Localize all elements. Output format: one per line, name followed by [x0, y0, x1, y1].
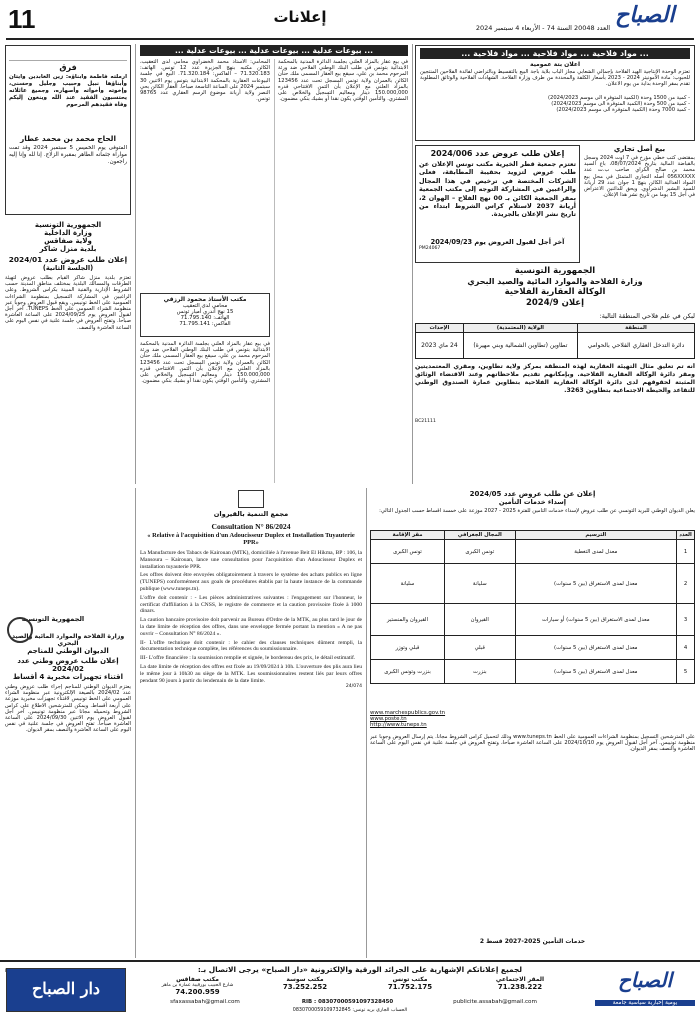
sfax-line: ولاية صفاقس	[44, 237, 92, 245]
insurance-cell: قبلي وتوزر	[371, 636, 445, 660]
insurance-cell: 4	[677, 636, 695, 660]
mines-title: إعلان طلب عروض وطني عدد 2024/02	[17, 657, 119, 673]
lawyer-note-line: الفاكس: 71.795.141	[179, 321, 231, 327]
agri-banner-subtitle: اعلان بتة عمومية	[529, 61, 581, 68]
condolence-name: الحاج محمد بن محمد عطار	[20, 134, 116, 143]
footer-office	[255, 976, 355, 991]
tender-box-text: تعتزم جمعية قطر الخيرية مكتب تونس الإعلان عن طلب عروض لتزويد بحقيبة المطابقة، فعلى الشركات المختصة في ترخيص في هذا المجال والراغبين في المشاركة التوجه إلى مكتب الجمعية بمقر الجمعية الكائن بـ 00 نهج الفلاح – الهوان 2، أريانة 2037 لاستلام كراس الشروط ابتداء من تاريخ نشر الإعلان بالجريدة.	[419, 160, 576, 219]
footer-tagline: يومية إخبارية سياسية جامعة	[595, 1000, 695, 1006]
agri-agency-code: BC21111	[415, 419, 436, 424]
left-column	[5, 45, 131, 1000]
mines-sub: اقتناء تجهيزات مخبرية 4 أقساط	[13, 673, 123, 681]
insurance-text: يعلن الديوان الوطني للبريد التونسي عن طلب عروض لإسداء خدمات التأمين للفترة 2025 - 2027 موزعة على خمسة أقساط حسب الجدول التالي:	[379, 508, 695, 514]
sfax-sub: (الجلسة الثانية)	[42, 264, 94, 272]
sfax-line: بلدية منزل شاكر	[39, 245, 97, 253]
insurance-cell: معدل لمدى التغطية	[515, 540, 676, 564]
issue-line: العدد 20048 السنة 74 - الأربعاء 4 سبتمبر 2024	[475, 24, 610, 32]
insurance-cell: معدل لمدى الاستغراق (بين 5 سنوات)	[515, 660, 676, 684]
insurance-table-header: الترسيم	[515, 531, 676, 540]
brand-name: الصباح	[615, 2, 675, 28]
agri-table-cell: دائرة التدخل العقاري الفلاحي بالحوامي	[577, 333, 694, 359]
insurance-table-header: مقر الإقامة	[371, 531, 445, 540]
tender-box-code: PM24067	[419, 246, 441, 251]
agri-banner	[415, 45, 695, 141]
footer-office-title: المقر الاجتماعي	[495, 976, 545, 983]
footer-bank-line: الحساب الجاري بريد تونس: 0830700059109732845	[292, 1008, 408, 1013]
footer-office	[360, 976, 460, 991]
insurance-title: إعلان عن طلب عروض عدد 2024/05	[469, 490, 596, 498]
insurance-link[interactable]: www.poste.tn	[370, 716, 407, 722]
footer-email[interactable]: sfaxassabah@gmail.com	[170, 999, 240, 1005]
footer-email[interactable]: publicite.assabah@gmail.com	[453, 999, 537, 1005]
judicial-sales-title: ... بيوعات عدلية ... بيوعات عدلية ... بيوعات عدلية ...	[140, 45, 408, 56]
table-row	[371, 604, 695, 636]
insurance-cell: تونس الكبرى	[371, 540, 445, 564]
tender-box-deadline: آخر أجل لقبول العروض يوم 2024/09/23	[430, 238, 565, 246]
lawyer-note-line: محامي لدى التعقيب	[182, 303, 228, 309]
condolence-notice	[5, 45, 131, 215]
sfax-title: إعلان طلب عروض عدد 2024/01	[8, 255, 128, 264]
lawyer-note	[140, 293, 270, 337]
insurance-cell: سليانة	[371, 564, 445, 604]
insurance-cell: معدل لمدى الاستغراق (بين 5 سنوات) أو سيارات	[515, 604, 676, 636]
agri-agency-lead: لبكن في علم فلاحي المنطقة التالية:	[599, 312, 695, 320]
insurance-cell: 3	[677, 604, 695, 636]
insurance-links	[370, 710, 695, 728]
footer-office	[145, 976, 250, 996]
agri-banner-item: - كمية 7000 وحدة (الكمية المتوفرة الى موسم 2024/2023)	[556, 107, 690, 113]
agri-table-cell: 24 ماي 2023	[416, 333, 464, 359]
mines-office-notice	[5, 615, 131, 1000]
footer-office-title: مكتب صفاقس	[176, 976, 219, 983]
consultation-org: مجمع التنمية بالقيروان	[213, 510, 289, 518]
agri-agency-notice	[415, 266, 695, 456]
office-logo	[7, 617, 33, 643]
tender-box	[415, 145, 580, 263]
commercial-sale	[584, 145, 695, 263]
consultation-para: III- L'offre financière : la soumission remplie et signée, le bordereau des prix, le détail estimatif.	[140, 655, 356, 662]
insurance-cell: سليانة	[445, 564, 516, 604]
col-sep-2	[412, 44, 413, 484]
agri-agency-footer: أنه تم تعليق مثال التهيئة العقارية لهذه المنطقة بمركز ولاية تطاوين، ومقري المعتمديتين ومقر دائرة الوكالة العقارية الفلاحية. وبإمكانهم تقديم ملاحظاتهم وعند الاقتضاء الوثائق المثبتة لحقوقهم لدى دائرة الوكالة العقارية الفلاحية بتطاوين عمارة الصندوق الوطني للتقاعد والحيطة الاجتماعية بتطاوين 3263.	[415, 363, 695, 394]
lawyer-note-line: 15 نهج أندري أمبار تونس	[176, 309, 234, 315]
page-footer	[0, 960, 700, 1015]
page-header	[0, 0, 700, 40]
sfax-line: وزارة الداخلية	[44, 229, 92, 237]
consultation-emblem	[238, 490, 264, 508]
consult-sep	[366, 488, 367, 958]
agri-agency-ministry-1: الجمهورية التونسية	[514, 266, 596, 276]
insurance-cell: بنزرت	[445, 660, 516, 684]
header-rule	[6, 38, 694, 40]
lawyer-note-title: مكتب الأستاذ محمود الرزقي	[163, 296, 247, 303]
condolence-text: أرملته فاطمة وأبناؤه: زين العابدين وأيتان وأبناؤها نبيل وحبيب وجليل وحسنى، وإخوته وأخواته وأصهاره، وجميع عائلاته يحتسبون الفقيد عند الله وينعون إليكم وفاة فقيدهم المرحوم	[9, 74, 127, 108]
consultation-code: 24/074	[345, 684, 362, 690]
commercial-sale-text: بمقتضى كتب خطي مؤرخ في 7 أوت 2024 وسجل بالقباضة المالية بتاريخ 08/07/2024، باع السيد محمد بن صالح الكراي صاحب ب.ت عدد 056XXXXX أصله التجاري المتمثل في محل بيع المواد الغذائية الكائن بنهج 1 جوان عدد 29 أريانة للسيد البشير الدشراوي. ويحق للدائنين الاعتراض في أجل 15 يوما من تاريخ نشر هذا الإعلان.	[584, 155, 695, 199]
condolence-tail: المتوفى يوم الخميس 5 سبتمبر 2024 وقد تمت مواراة جثمانه الطاهر بمقبرة الزلاج. إنا لله وإنا إليه راجعون.	[9, 145, 127, 165]
judicial-sales	[140, 45, 408, 485]
consultation-para: II- L'offre technique doit contenir : le cahier des clauses techniques dûment rempli, la documentation technique complète, les références du soumissionnaire.	[140, 639, 362, 653]
footer-brand-right: الصباح	[617, 968, 673, 992]
insurance-table-header: العدد	[677, 531, 695, 540]
brand-logo	[615, 2, 695, 32]
agri-banner-item: - كمية من 1500 وحدة (الكمية المتوفرة الى موسم 2024/2023)	[548, 95, 690, 101]
table-row	[371, 540, 695, 564]
insurance-cell: قبلي	[445, 636, 516, 660]
insurance-link[interactable]: http://www.tuneps.tn	[370, 722, 427, 728]
judicial-sales-col-b-cont: في بيع عقار بالمزاد العلني بجلسة الدائرة المدنية بالمحكمة الابتدائية بتونس في طلب البنك الوطني الفلاحي ضد ورثة المرحوم محمد بن علي، سيقع بيع العقار المسمى ملك حنان الكائن بالعمران ولاية تونس المسجل تحت عدد 123456 بالمزاد العلني مع الإعلان بأن الثمن الافتتاحي قدره 150.000,000 دينار ومعاليم التسجيل والخلاص على المشتري. والتأمين الوقتي يكون نقدا أو بشيك بنكي مضمون.	[140, 341, 270, 385]
footer-office-tel: 71.752.175	[387, 983, 433, 991]
footer-office-tel: 71.238.222	[497, 983, 543, 991]
agri-banner-title: ... مواد فلاحية ... مواد فلاحية ... مواد فلاحية ...	[420, 48, 690, 59]
condolence-title: فرق	[59, 63, 77, 72]
table-row	[371, 660, 695, 684]
consultation-notice	[140, 490, 362, 955]
insurance-table-header: المجال الجغرافي	[445, 531, 516, 540]
agri-table-header: الولاية (المعتمدية)	[463, 324, 577, 333]
insurance-cell: معدل لمدى الاستغراق (بين 5 سنوات)	[515, 564, 676, 604]
footer-office-title: مكتب تونس	[392, 976, 428, 983]
condolence-verse	[9, 49, 127, 61]
table-row	[371, 564, 695, 604]
sfax-municipality-notice	[5, 221, 131, 611]
commercial-sale-title: بيع أصل تجاري	[613, 145, 666, 153]
consultation-title: Consultation N° 86/2024	[211, 522, 291, 531]
col-sep-1	[135, 44, 136, 484]
insurance-cell: بنزرت وتونس الكبرى	[371, 660, 445, 684]
agri-banner-text: تعتزم الوحدة الإنتاجية الهيد الفلاحة بإجمالي الشعابي مجاز الباب بلاية باجة البيع بالتقسيط وبالتراضي لفائدة الفلاحين المنتجين للحبوب: مادة الأمونيتر 2024 - 2023 بأسعار الكلفة والمحددة من طرف وزارة الفلاحة. الشهادات الفلاحية والوثائق المطلوبة تقدم بمقر الوحدة بداية من يوم الاعلان.	[420, 69, 690, 88]
agri-banner-item: - كمية من 500 وحدة (الكمية المتوفرة الى موسم 2024/2023)	[551, 101, 690, 107]
consultation-para: La date limite de réception des offres est fixée au 19/09/2024 à 10h. L'ouverture des plis aura lieu le même jour à 10h30 au siège de la MTK. Les soumissionnaires restent liés par leurs offres pendant 90 jours à partir du lendemain de la date limite.	[140, 663, 362, 684]
footer-brand-left	[6, 968, 126, 1012]
footer-office-addr: شارع الحبيب بورقيبة عمارة بن ماهر	[161, 983, 234, 988]
table-row	[371, 636, 695, 660]
judicial-sales-col-a: في بيع عقار بالمزاد العلني بجلسة الدائرة المدنية بالمحكمة الابتدائية بتونس في طلب البنك الوطني الفلاحي ضد ورثة المرحوم محمد بن علي، سيقع بيع العقار المسمى ملك حنان الكائن بالعمران ولاية تونس المسجل تحت عدد 123456 بالمزاد العلني مع الإعلان بأن الثمن الافتتاحي قدره 150.000,000 دينار ومعاليم التسجيل والخلاص على المشتري. والتأمين الوقتي يكون نقدا أو بشيك بنكي مضمون.	[278, 59, 408, 103]
left-col-sep	[135, 488, 136, 958]
insurance-link[interactable]: www.marchespublics.gov.tn	[370, 710, 446, 716]
insurance-cell: القيروان والمنستير	[371, 604, 445, 636]
insurance-sub: إسداء خدمات التأمين	[498, 498, 567, 506]
agri-agency-ministry-2: وزارة الفلاحة والموارد المائية والصيد البحري	[467, 277, 643, 286]
lawyer-note-line: الهاتف: 71.795.140	[180, 315, 230, 321]
insurance-tender-notice	[370, 490, 695, 955]
mines-line: الديوان الوطني للمناجم	[27, 647, 109, 655]
footer-brand-left-name: دار الصباح	[31, 979, 101, 998]
agri-agency-notice-number: إعلان 2024/9	[525, 298, 585, 308]
agri-agency-name: الوكالة العقارية الفلاحية	[504, 287, 606, 297]
footer-bank-account: RIB : 08307000591097328450	[301, 999, 394, 1005]
footer-office	[465, 976, 575, 991]
page-number: 11	[8, 4, 36, 34]
footer-office-title: مكتب سوسة	[286, 976, 324, 983]
mines-line: وزارة الفلاحة والموارد المائية والصيد البحري	[11, 633, 125, 647]
footer-contact-title: لجميع إعلاناتكم الإشهارية على الجرائد الورقية والإلكترونية «دار الصباح» يرجى الاتصال بـ:	[197, 965, 523, 974]
insurance-cell: تونس الكبرى	[445, 540, 516, 564]
agri-table-header: الإحداث	[416, 324, 464, 333]
insurance-table	[370, 530, 695, 684]
consultation-para: L'offre doit contenir : - Les pièces administratives suivantes : l'engagement sur l'honneur, le certificat d'affiliation à la CNSS, le registre de commerce et la caution provisoire fixée à 1000 dinars.	[140, 594, 362, 615]
footer-office-tel: 74.200.959	[175, 988, 220, 996]
section-title: إعلانات	[273, 8, 327, 26]
sfax-text: تعتزم بلدية منزل شاكر القيام بطلب عروض لتهيئة الطرقات والمسالك البلدية بمختلف مناطق المدينة حسب الشروط الإدارية والفنية المبينة بكراس الشروط. وعلى الراغبين في المشاركة التسجيل بمنظومة الشراءات العمومية على الخط تونيبس. ويقع قبول العروض وجوبا عبر منظومة الشراء العمومي على الخط TUNEPS. آخر أجل لقبول العروض يوم 2024/09/25 على الساعة العاشرة صباحا. وتفتح العروض في جلسة علنية في نفس اليوم على الساعة العاشرة والنصف.	[5, 275, 131, 331]
insurance-closing: خدمات التأمين 2025-2027 قسط 2	[479, 938, 586, 945]
insurance-cell: معدل لمدى الاستغراق (بين 5 سنوات)	[515, 636, 676, 660]
consultation-para: La Manufacture des Tabacs de Kairouan (MTK), domiciliée à l'avenue Beit El Hikma, BP : 106, la Mansoura – Kairouan, lance une consultation pour l'acquisition d'un Adoucisseur Duplex et installation tuyauterie PPR.	[140, 550, 362, 570]
sfax-line: الجمهورية التونسية	[34, 221, 102, 229]
consultation-subtitle: « Relative à l'acquisition d'un Adoucisseur Duplex et Installation Tuyauterie PPR»	[147, 532, 355, 546]
insurance-cell: 5	[677, 660, 695, 684]
insurance-cell: 1	[677, 540, 695, 564]
insurance-cell: القيروان	[445, 604, 516, 636]
agri-table-cell: تطاوين (تطاوين الشمالية وبني مهيرة)	[463, 333, 577, 359]
judicial-sales-col-b: المحامي: الأستاذ محمد الخضراوي محامي لدى التعقيب، الكائن مكتبه بنهج الجزيرة عدد 12 تونس. الهاتف: 71.320.183 – الفاكس: 71.320.184. البيع في جلسة البيوعات العقارية بالمحكمة الابتدائية بتونس يوم الاثنين 30 سبتمبر 2024 على الساعة التاسعة صباحا. العقار الكائن بحي النصر ولاية أريانة موضوع الرسم العقاري عدد 98765 تونس.	[140, 59, 270, 103]
consultation-para: La caution bancaire provisoire doit parvenir au Bureau d'Ordre de la MTK, au plus tard le jour de la date limite de réception des offres, dans une enveloppe fermée portant la mention « A ne pas ouvrir – Consultation N° 86/2024 ».	[140, 617, 362, 637]
consultation-para: Les offres doivent être envoyées obligatoirement à travers le système des achats publics en ligne (TUNEPS) conformément aux goals de procédures établis par la haute instance de la commande publique (www.tuneps.tn).	[140, 572, 362, 592]
table-row	[416, 333, 695, 359]
insurance-cell: 2	[677, 564, 695, 604]
footer-office-tel: 73.252.252	[282, 983, 328, 991]
tender-box-title: إعلان طلب عروض عدد 2024/006	[430, 149, 565, 158]
insurance-body: على المترشحين التسجيل بمنظومة الشراءات العمومية على الخط www.tuneps.tn وذلك لتحميل كراس الشروط مجانا. يتم إرسال العروض وجوبا عبر منظومة تونيبس. آخر أجل لقبول العروض يوم 2024/10/10 على الساعة العاشرة صباحا، وتفتح العروض في جلسة علنية في نفس اليوم على الساعة العاشرة والنصف بمقر الديوان.	[370, 734, 695, 753]
agri-agency-table	[415, 323, 695, 359]
agri-table-header: المنطقة	[577, 324, 694, 333]
mines-text: يعتزم الديوان الوطني للمناجم إجراء طلب عروض وطني عدد 2024/02 بالصيغة الإلكترونية عبر منظومة الشراء العمومي على الخط تونيبس لاقتناء تجهيزات مخبرية موزعة على أربعة أقساط. ويمكن للمترشحين الاطلاع على كراس الشروط وتحميله مجانا عبر منظومة تونيبس. آخر أجل لقبول العروض يوم الاثنين 2024/09/30 على الساعة العاشرة صباحا. تفتح العروض في جلسة علنية في نفس اليوم على الساعة العاشرة والنصف بمقر الديوان.	[5, 684, 131, 734]
judicial-col-rule	[274, 59, 275, 483]
mines-line: الجمهورية التونسية	[21, 615, 85, 623]
